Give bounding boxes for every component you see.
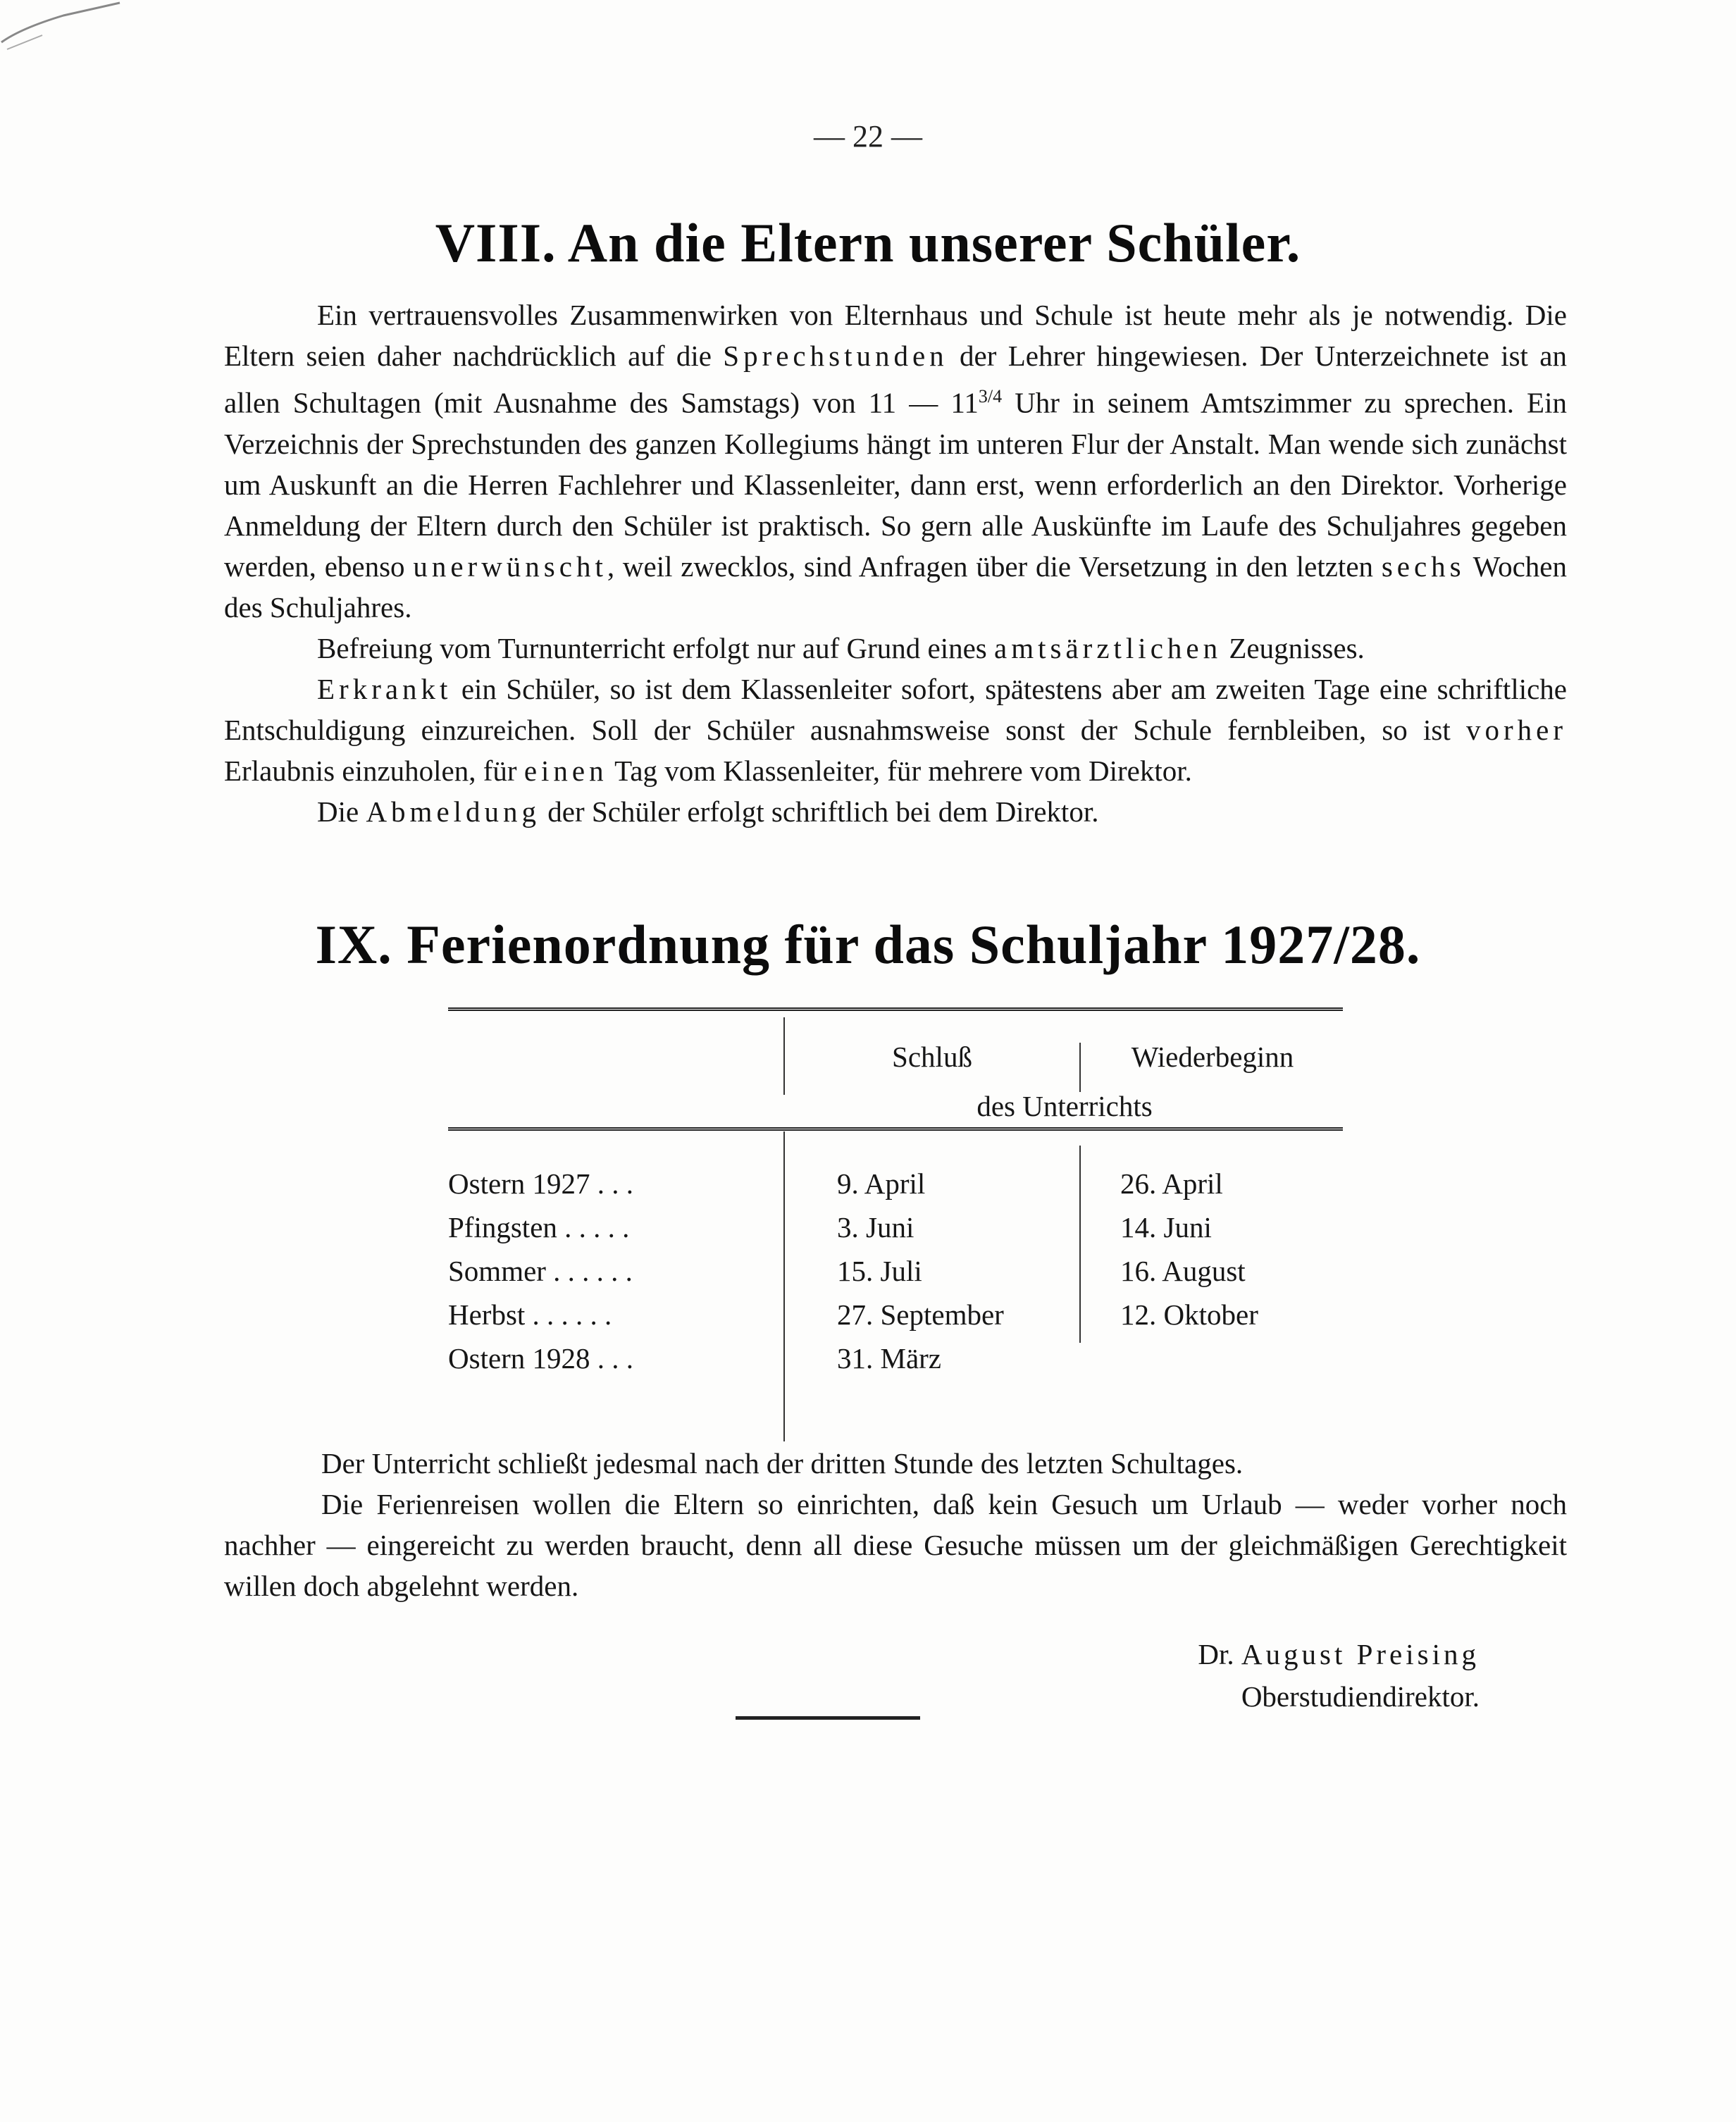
section-ix-notes — [224, 1443, 1567, 1606]
fraction-three-quarters: 3/4 — [978, 386, 1003, 407]
holiday-name: Herbst . . . . . . — [448, 1298, 612, 1331]
holiday-start-date: 26. April — [1120, 1167, 1223, 1200]
signature-name-line — [986, 1633, 1480, 1675]
holiday-name: Sommer . . . . . . — [448, 1255, 633, 1287]
section-viii-heading: VIII. An die Eltern unserer Schüler. — [435, 212, 1301, 273]
holiday-end-date: 3. Juni — [837, 1211, 914, 1243]
section-ix-heading: IX. Ferienordnung für das Schuljahr 1927/28. — [315, 914, 1421, 975]
table-top-rule — [448, 1007, 1343, 1011]
signature-block — [986, 1633, 1480, 1718]
holiday-name: Ostern 1928 . . . — [448, 1342, 634, 1375]
paragraph-erkrankung: Erkrankt ein Schüler, so ist dem Klassenleiter sofort, spätestens aber am zweiten Tage eine schriftliche Entschuldigung einzureichen. Soll der Schüler ausnahmsweise sonst der Schule fernbleiben, so ist vorher Erlaubnis einzuholen, für einen Tag vom Klassenleiter, für mehrere vom Direktor. — [224, 672, 1567, 787]
closing-rule — [736, 1716, 920, 1720]
table-row — [448, 1341, 1343, 1385]
section-viii-body — [224, 294, 1567, 832]
signature-name: August Preising — [1241, 1638, 1480, 1670]
paragraph-unterrichtsschluss: Der Unterricht schließt jedesmal nach der dritten Stunde des letzten Schultages. — [321, 1447, 1244, 1479]
holiday-end-date: 27. September — [837, 1298, 1004, 1331]
holiday-schedule-table — [448, 1007, 1343, 1444]
column-header-end: Schluß — [892, 1041, 972, 1073]
paragraph-abmeldung: Die Abmeldung der Schüler erfolgt schriftlich bei dem Direktor. — [317, 795, 1099, 828]
table-row — [448, 1298, 1343, 1341]
scan-corner-mark — [0, 0, 127, 56]
holiday-start-date: 14. Juni — [1120, 1211, 1212, 1243]
holiday-start-date: 12. Oktober — [1120, 1298, 1258, 1331]
column-header-start: Wiederbeginn — [1131, 1041, 1294, 1073]
holiday-name: Pfingsten . . . . . — [448, 1211, 630, 1243]
paragraph-sprechstunden: Ein vertrauensvolles Zusammenwirken von Elternhaus und Schule ist heute mehr als je notwendig. Die Eltern seien daher nachdrücklich auf die Sprechstunden der Lehrer hingewiesen. Der Unterzeichnete ist an allen Schultagen (mit Ausnahme des Samstags) von 11 — $11^{3/4}$ Uhr in seinem Amtszimmer zu sprechen. Ein Verzeichnis der Sprechstunden des ganzen Kollegiums hängt im unteren Flur der Anstalt. Man wende sich zunächst um Auskunft an die Herren Fachlehrer und Klassenleiter, dann erst, wenn erforderlich an den Direktor. Vorherige Anmeldung der Eltern durch den Schüler ist praktisch. So gern alle Auskünfte im Laufe des Schuljahres gegeben werden, ebenso unerwünscht, weil zwecklos, sind Anfragen über die Versetzung in den letzten sechs Wochen des Schuljahres. — [224, 299, 1567, 623]
holiday-name: Ostern 1927 . . . — [448, 1167, 634, 1200]
table-row — [448, 1167, 1343, 1210]
table-row — [448, 1254, 1343, 1298]
table-divider-right-upper — [1079, 1043, 1081, 1092]
holiday-end-date: 9. April — [837, 1167, 926, 1200]
paragraph-turnunterricht: Befreiung vom Turnunterricht erfolgt nur auf Grund eines amtsärztlichen Zeugnisses. — [317, 631, 1365, 664]
signature-role: Oberstudiendirektor. — [1241, 1680, 1480, 1713]
column-header-subtitle: des Unterrichts — [976, 1090, 1153, 1122]
table-divider-left-upper — [783, 1017, 785, 1095]
page-number: — 22 — — [814, 119, 922, 154]
holiday-start-date: 16. August — [1120, 1255, 1246, 1287]
table-row — [448, 1210, 1343, 1254]
table-header-rule — [448, 1127, 1343, 1131]
signature-title: Dr. — [1198, 1638, 1234, 1670]
holiday-end-date: 31. März — [837, 1342, 942, 1375]
paragraph-ferienreisen: Die Ferienreisen wollen die Eltern so einrichten, daß kein Gesuch um Urlaub — weder vorher noch nachher — eingereicht zu werden braucht, denn all diese Gesuche müssen um der gleichmäßigen Gerechtigkeit willen doch abgelehnt werden. — [224, 1488, 1567, 1602]
holiday-end-date: 15. Juli — [837, 1255, 922, 1287]
